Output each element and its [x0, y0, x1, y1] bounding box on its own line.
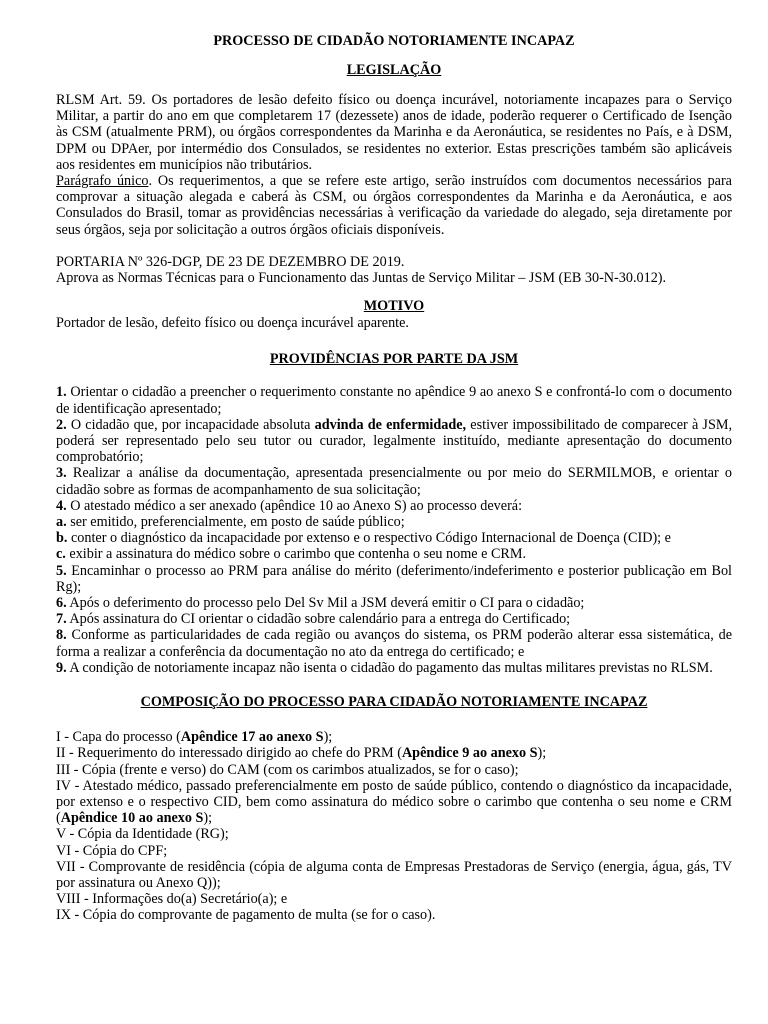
list-item: III - Cópia (frente e verso) do CAM (com os carimbos atualizados, se for o caso); — [56, 761, 519, 778]
composicao-list — [56, 729, 732, 923]
list-item: IX - Cópia do comprovante de pagamento de multa (se for o caso). — [56, 907, 436, 924]
list-item: 2. O cidadão que, por incapacidade absoluta advinda de enfermidade, estiver impossibilitado de comparecer à JSM, poderá ser representado pelo seu tutor ou curador, legalmente instituído, mediante apresentação do documento comprobatório; — [56, 416, 733, 466]
paragrafo-unico — [56, 173, 732, 238]
paragrafo-unico-text: . Os requerimentos, a que se refere este artigo, serão instruídos com documentos necessários para comprovar a situação alegada e caberá às CSM, ou órgãos correspondentes da Marinha e da Aeronáutica, e aos Consulados do Brasil, tomar as providências necessárias à verificação da variedade do alegado, seja diretamente por seus órgãos, seja por solicitação a outros órgãos oficiais disponíveis. — [56, 173, 732, 238]
list-item: b. conter o diagnóstico da incapacidade por extenso e o respectivo Código Internacional de Doença (CID); e — [56, 530, 671, 547]
list-item: a. ser emitido, preferencialmente, em posto de saúde público; — [56, 514, 405, 531]
list-item: VI - Cópia do CPF; — [56, 842, 168, 859]
document-title: PROCESSO DE CIDADÃO NOTORIAMENTE INCAPAZ — [213, 33, 575, 49]
list-item: 6. Após o deferimento do processo pelo Del Sv Mil a JSM deverá emitir o CI para o cidadão; — [56, 595, 585, 612]
list-item: 1. Orientar o cidadão a preencher o requerimento constante no apêndice 9 ao anexo S e confrontá-lo com o documento de identificação apresentado; — [56, 384, 732, 417]
list-item: VIII - Informações do(a) Secretário(a); e — [56, 891, 288, 908]
motivo-heading: MOTIVO — [363, 298, 425, 315]
motivo-text: Portador de lesão, defeito físico ou doença incurável aparente. — [56, 315, 409, 332]
list-item: I - Capa do processo (Apêndice 17 ao anexo S); — [56, 729, 333, 746]
list-item: 8. Conforme as particularidades de cada região ou avanços do sistema, os PRM poderão alterar essa sistemática, de forma a realizar a conferência da documentação no ato da entrega do certificado; e — [56, 627, 732, 660]
list-item: V - Cópia da Identidade (RG); — [56, 826, 229, 843]
list-item: II - Requerimento do interessado dirigido ao chefe do PRM (Apêndice 9 ao anexo S); — [56, 745, 547, 762]
providencias-heading: PROVIDÊNCIAS POR PARTE DA JSM — [269, 351, 519, 368]
list-item: 5. Encaminhar o processo ao PRM para análise do mérito (deferimento/indeferimento e posterior publicação em Bol Rg); — [56, 562, 732, 595]
legislacao-heading: LEGISLAÇÃO — [346, 62, 442, 78]
list-item: IV - Atestado médico, passado preferencialmente em posto de saúde público, contendo o diagnóstico da incapacidade, por extenso e o respectivo CID, bem como assinatura do médico sobre o carimbo que contenha o seu nome e CRM (Apêndice 10 ao anexo S); — [56, 777, 732, 827]
list-item: c. exibir a assinatura do médico sobre o carimbo que contenha o seu nome e CRM. — [56, 546, 527, 563]
list-item: 4. O atestado médico a ser anexado (apêndice 10 ao Anexo S) ao processo deverá: — [56, 497, 523, 514]
portaria-line-1: PORTARIA Nº 326-DGP, DE 23 DE DEZEMBRO DE 2019. — [56, 253, 405, 270]
list-item: 7. Após assinatura do CI orientar o cidadão sobre calendário para a entrega do Certificado; — [56, 611, 571, 628]
providencias-list — [56, 384, 732, 676]
legislacao-paragraph: RLSM Art. 59. Os portadores de lesão defeito físico ou doença incurável, notoriamente incapazes para o Serviço Militar, a partir do ano em que completarem 17 (dezessete) anos de idade, poderão requerer o Certificado de Isenção às CSM (atualmente PRM), ou órgãos correspondentes da Marinha e da Aeronáutica, se residentes no País, e à DSM, DPM ou DPAer, por intermédio dos Consulados, se residentes no exterior. Estas prescrições também são aplicáveis aos residentes em municípios não tributários. — [56, 92, 732, 173]
paragrafo-unico-label: Parágrafo único — [56, 173, 149, 190]
portaria-line-2: Aprova as Normas Técnicas para o Funcionamento das Juntas de Serviço Militar – JSM (EB 30-N-30.012). — [56, 270, 667, 287]
composicao-heading: COMPOSIÇÃO DO PROCESSO PARA CIDADÃO NOTORIAMENTE INCAPAZ — [140, 694, 648, 711]
list-item: 3. Realizar a análise da documentação, apresentada presencialmente ou por meio do SERMILMOB, e orientar o cidadão sobre as formas de acompanhamento de sua solicitação; — [56, 465, 732, 498]
list-item: 9. A condição de notoriamente incapaz não isenta o cidadão do pagamento das multas militares previstas no RLSM. — [56, 659, 713, 676]
list-item: VII - Comprovante de residência (cópia de alguma conta de Empresas Prestadoras de Serviço (energia, água, gás, TV por assinatura ou Anexo Q)); — [56, 858, 732, 891]
